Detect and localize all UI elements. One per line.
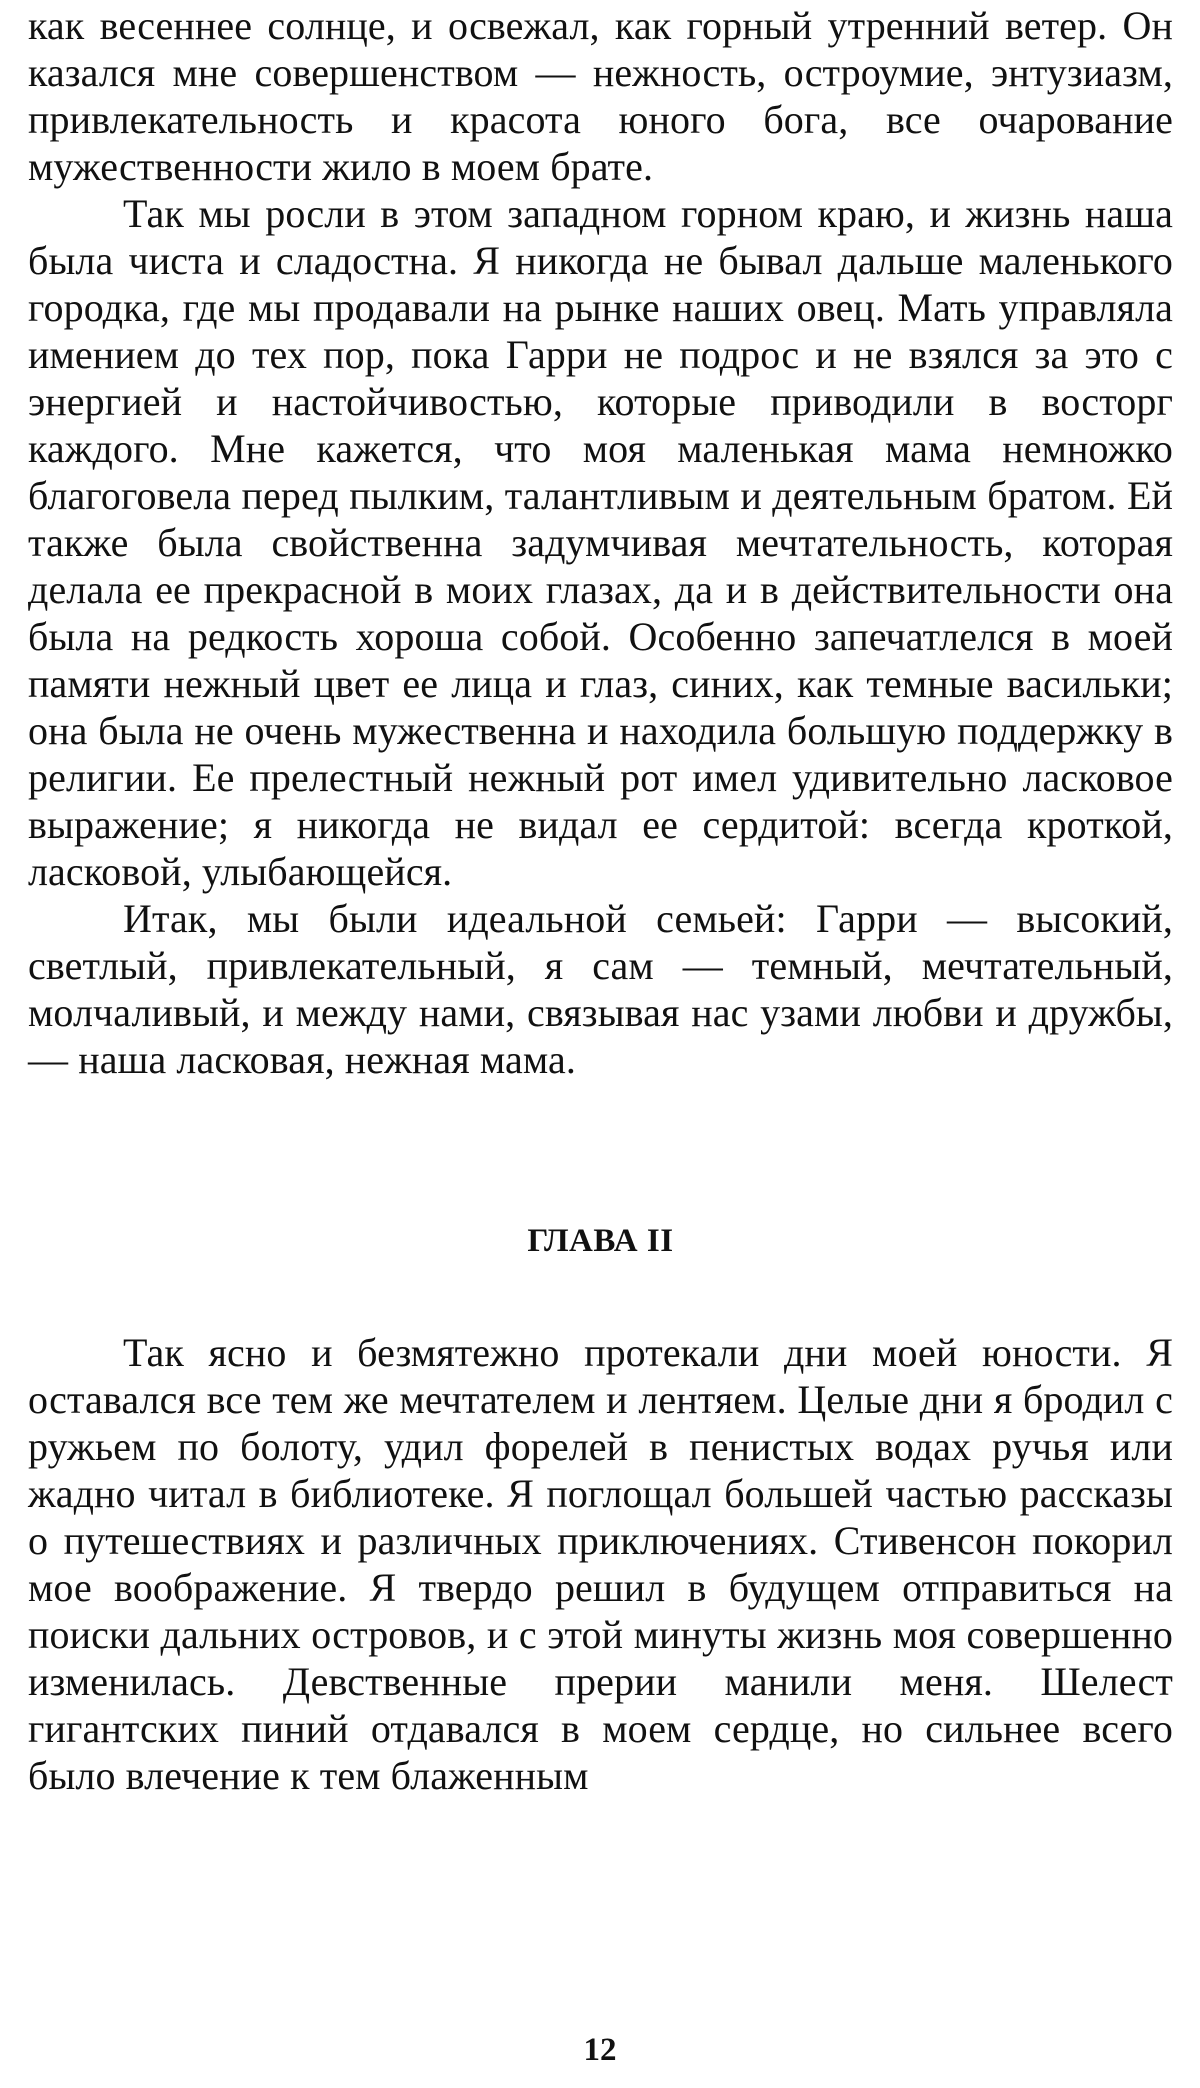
chapter-title: ГЛАВА II <box>527 1223 674 1259</box>
paragraph-4: Так ясно и безмятежно протекали дни моей юности. Я оставался все тем же мечтателем и лентяем. Целые дни я бродил с ружьем по болоту, удил форелей в пенистых водах ручья или жадно читал в библиотеке. Я поглощал большей частью рассказы о путешествиях и различных приключениях. Стивенсон покорил мое воображение. Я твердо решил в будущем отправиться на поиски дальних островов, и с этой минуты жизнь моя совершенно изменилась. Девственные прерии манили меня. Шелест гигантских пиний отдавался в моем сердце, но сильнее всего было влечение к тем блаженным <box>28 1330 1173 1798</box>
paragraph-3: Итак, мы были идеальной семьей: Гарри — высокий, светлый, привлекательный, я сам — темный, мечтательный, молчаливый, и между нами, связывая нас узами любви и дружбы, — наша ласковая, нежная мама. <box>28 896 1173 1082</box>
book-page <box>28 2 1173 1799</box>
paragraph-1: как весеннее солнце, и освежал, как горный утренний ветер. Он казался мне совершенством — нежность, остроумие, энтузиазм, привлекательность и красота юного бога, все очарование мужественности жило в моем брате. <box>28 3 1173 189</box>
page-number: 12 <box>583 2032 617 2068</box>
chapter-spacing-top <box>28 1083 1173 1221</box>
paragraph-2: Так мы росли в этом западном горном краю, и жизнь наша была чиста и сладостна. Я никогда не бывал дальше маленького городка, где мы продавали на рынке наших овец. Мать управляла имением до тех пор, пока Гарри не подрос и не взялся за это с энергией и настойчивостью, которые приводили в восторг каждого. Мне кажется, что моя маленькая мама немножко благоговела перед пылким, талантливым и деятельным братом. Ей также была свойственна задумчивая мечтательность, которая делала ее прекрасной в моих глазах, да и в действительности она была на редкость хороша собой. Особенно запечатлелся в моей памяти нежный цвет ее лица и глаз, синих, как темные васильки; она была не очень мужественна и находила большую поддержку в религии. Ее прелестный нежный рот имел удивительно ласковое выражение; я никогда не видал ее сердитой: всегда кроткой, ласковой, улыбающейся. <box>28 191 1173 894</box>
chapter-spacing-bottom <box>28 1261 1173 1329</box>
